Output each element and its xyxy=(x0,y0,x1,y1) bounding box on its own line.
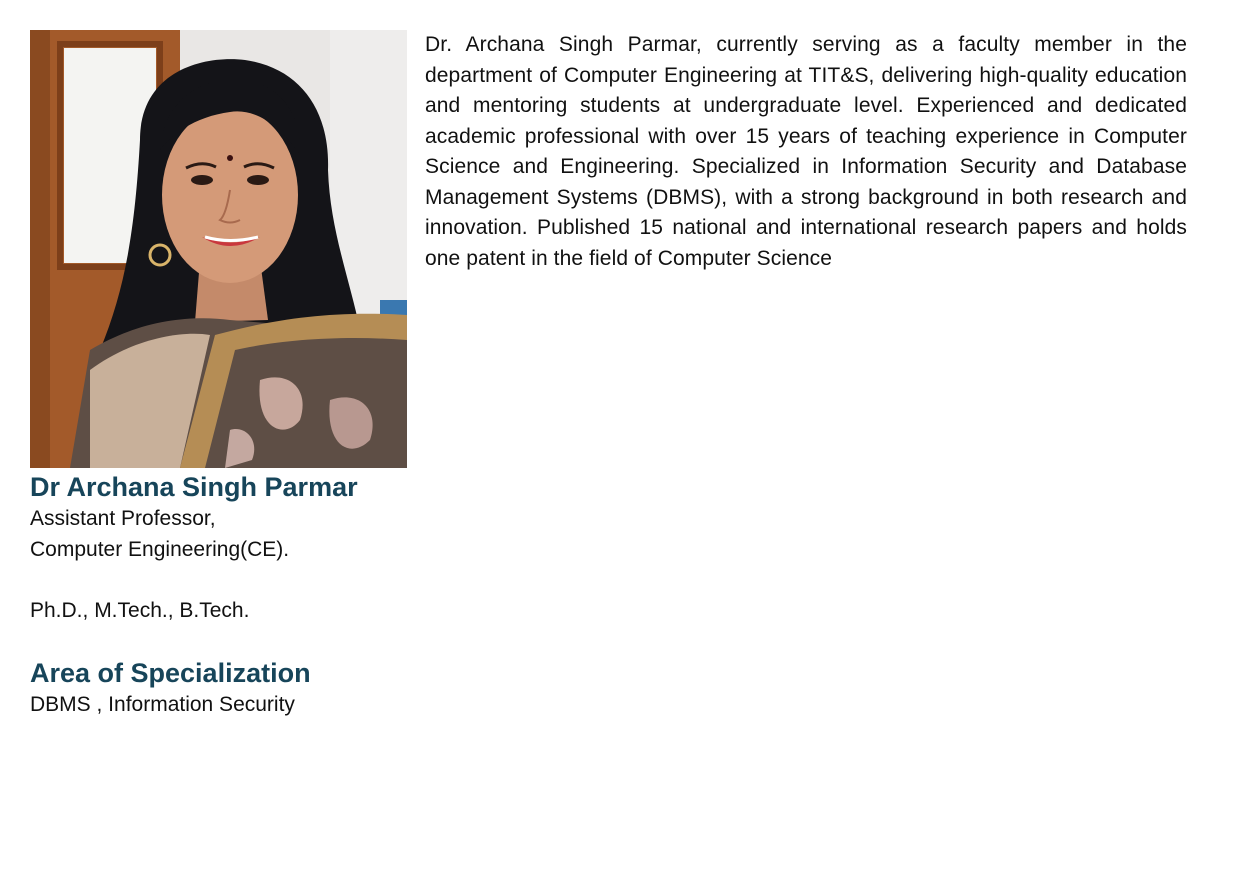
bio-paragraph: Dr. Archana Singh Parmar, currently serving as a faculty member in the department of Computer Engineering at TIT&S, delivering high-quality education and mentoring students at undergraduate level. Experienced and dedicated academic professional with over 15 years of teaching experience in Computer Science and Engineering. Specialized in Information Security and Database Management Systems (DBMS), with a strong background in both research and innovation. Published 15 national and international research papers and holds one patent in the field of Computer Science xyxy=(425,33,1187,270)
designation: Assistant Professor, xyxy=(30,507,216,530)
specialization-heading: Area of Specialization xyxy=(30,658,311,688)
profile-name: Dr Archana Singh Parmar xyxy=(30,472,358,502)
profile-details xyxy=(30,470,410,721)
specialization-text: DBMS , Information Security xyxy=(30,693,295,716)
qualifications: Ph.D., M.Tech., B.Tech. xyxy=(30,598,250,622)
profile-photo xyxy=(30,30,407,468)
department: Computer Engineering(CE). xyxy=(30,537,290,561)
